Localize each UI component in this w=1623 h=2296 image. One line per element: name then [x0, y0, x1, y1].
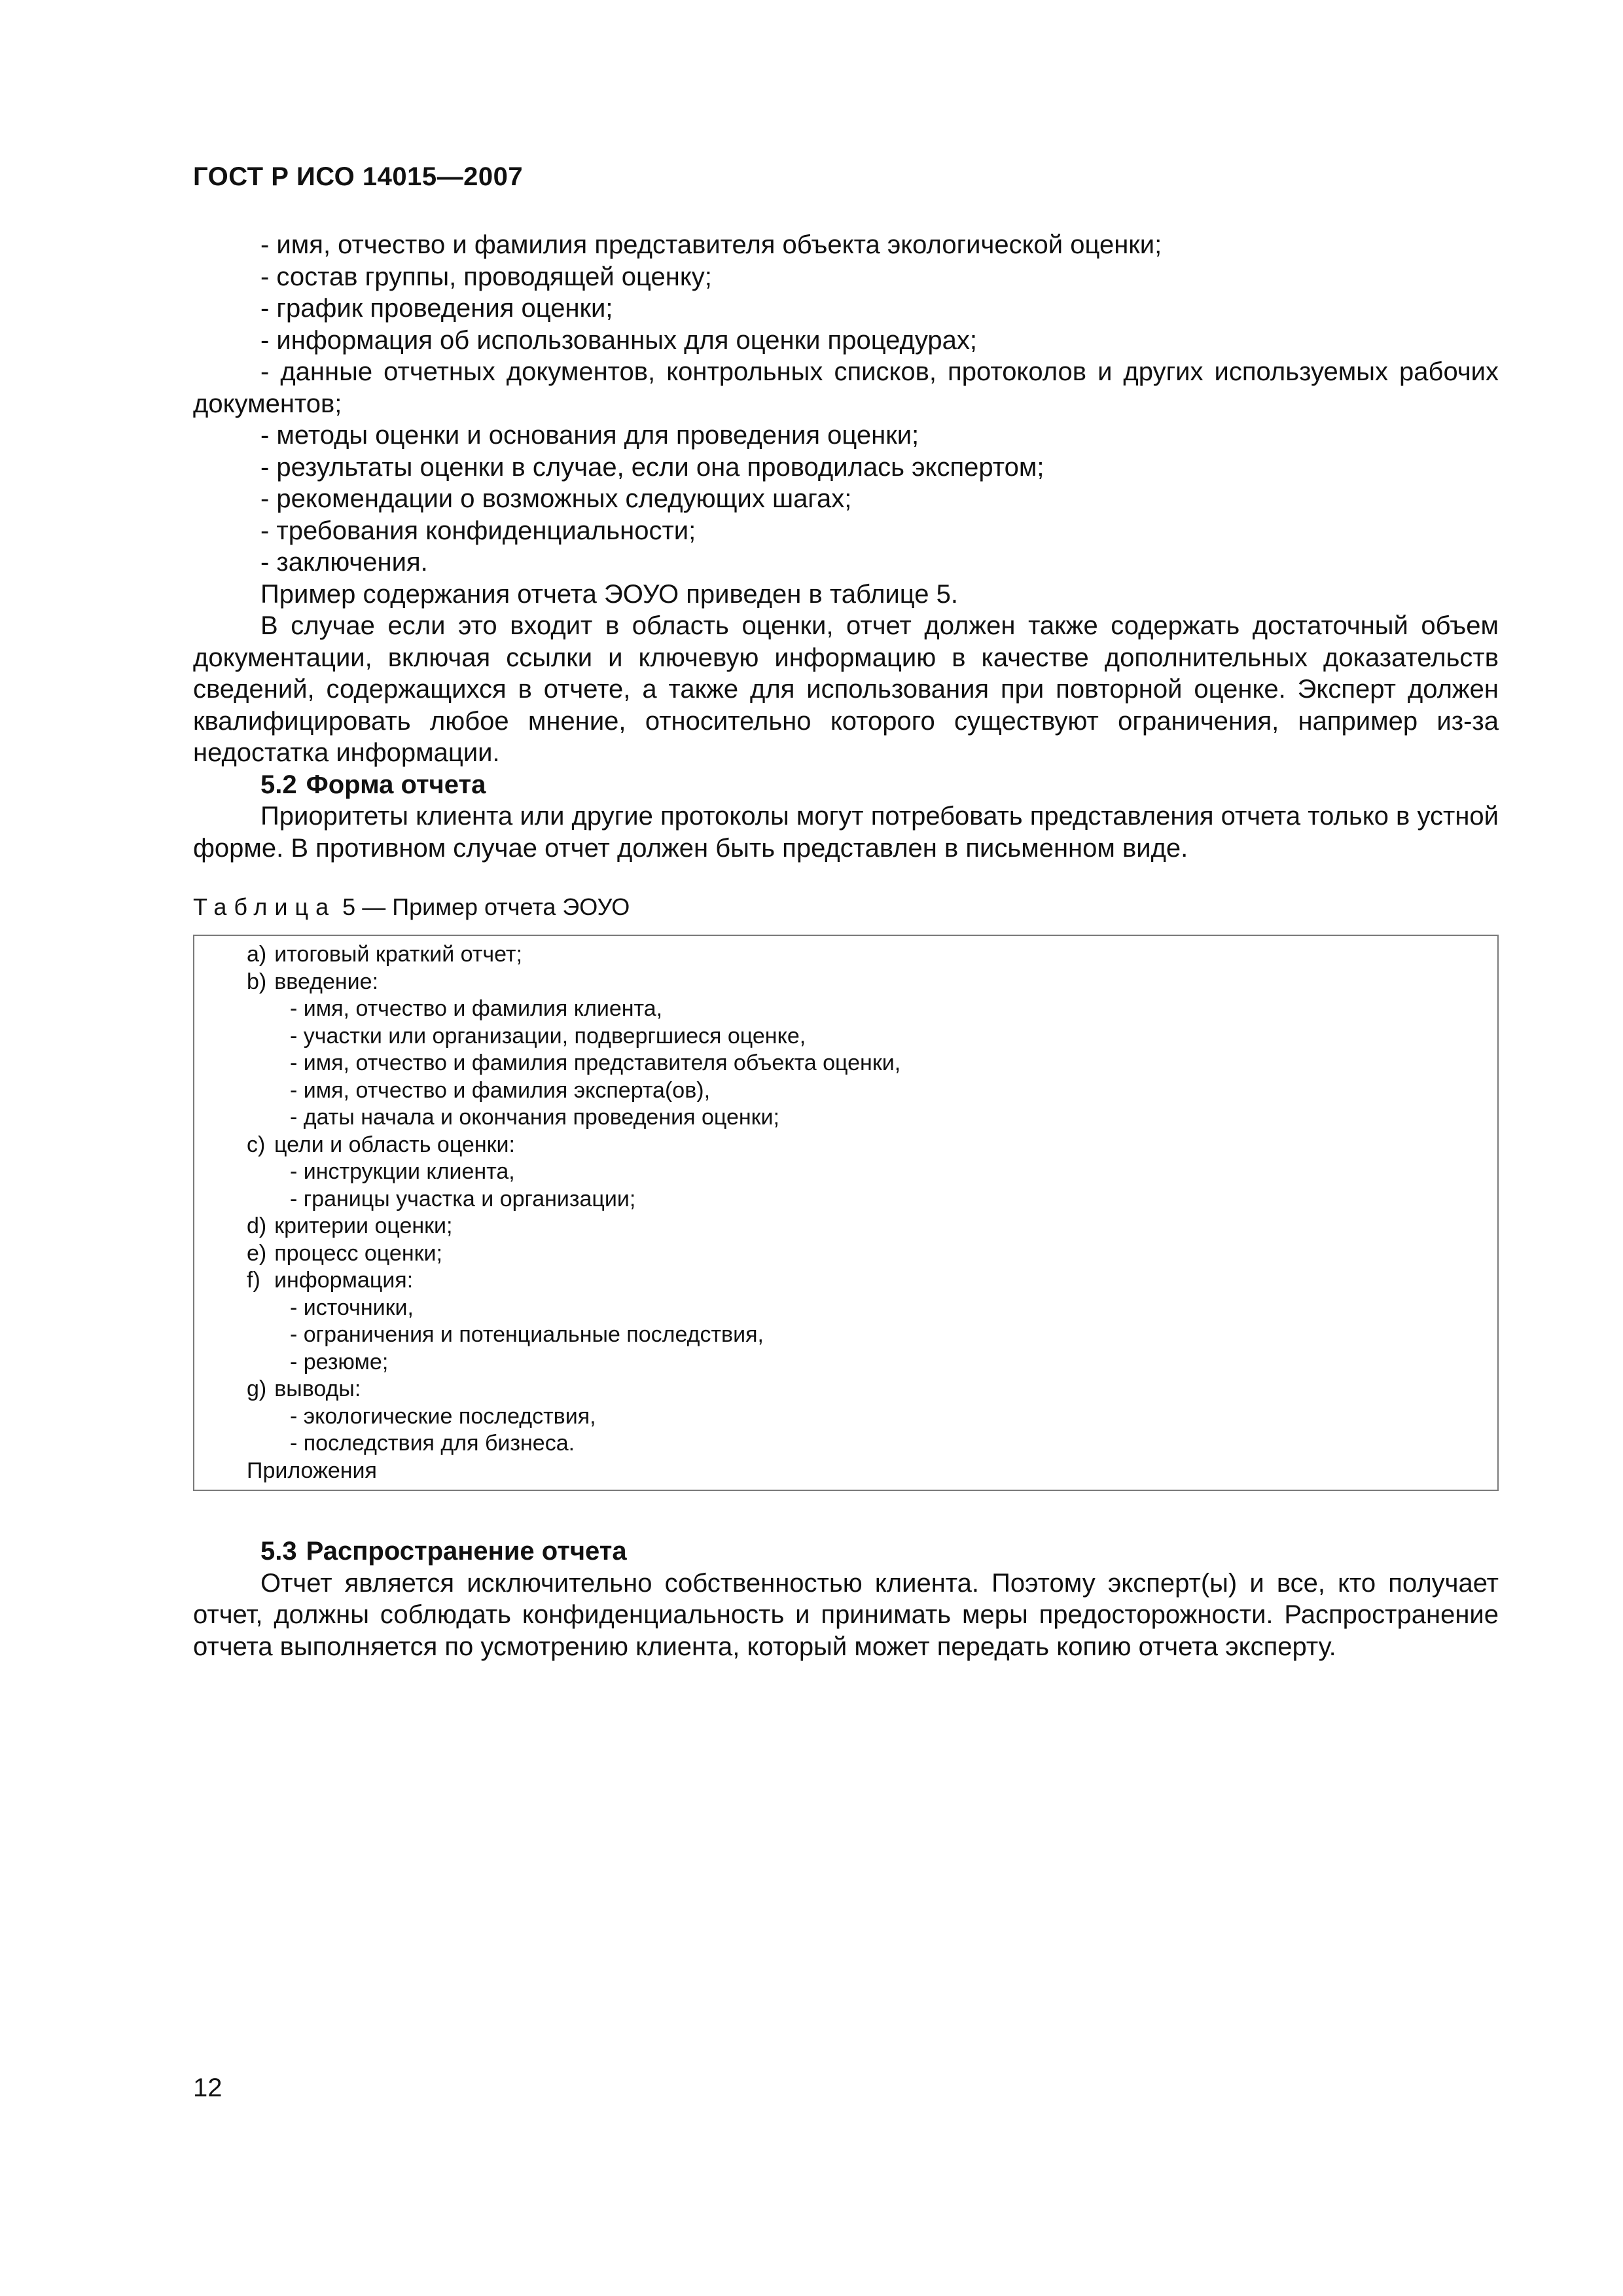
row-label: d)	[247, 1213, 267, 1238]
row-text: - источники,	[290, 1295, 414, 1320]
row-text: - имя, отчество и фамилия представителя объекта оценки,	[290, 1050, 901, 1075]
table-caption	[193, 893, 1499, 922]
scope-paragraph: В случае если это входит в область оценки, отчет должен также содержать достаточный объем документации, включая ссылки и ключевую информацию в качестве дополнительных доказательств сведений, содержащихся в отчете, а также для использования при повторной оценке. Эксперт должен квалифицировать любое мнение, относительно которого существуют ограничения, например из-за недостатка информации.	[193, 611, 1499, 767]
table-row	[247, 1158, 1497, 1186]
table-row	[247, 1132, 1497, 1159]
document-header: ГОСТ Р ИСО 14015—2007	[193, 162, 524, 191]
row-text: процесс оценки;	[274, 1240, 442, 1266]
section-title: Форма отчета	[306, 770, 486, 799]
table-caption-title: — Пример отчета ЭОУО	[362, 893, 630, 920]
row-label: g)	[247, 1376, 267, 1401]
row-text: - экологические последствия,	[290, 1403, 596, 1429]
list-item: - имя, отчество и фамилия представителя объекта экологической оценки;	[260, 230, 1162, 259]
table-caption-label: Таблица	[193, 893, 336, 920]
row-label: b)	[247, 969, 267, 994]
list-item: - методы оценки и основания для проведения оценки;	[260, 421, 919, 450]
table-caption-number: 5	[342, 893, 356, 920]
row-label: f)	[247, 1268, 260, 1293]
table-row	[247, 1295, 1497, 1322]
list-item: - рекомендации о возможных следующих шагах;	[260, 484, 852, 513]
example-sentence: Пример содержания отчета ЭОУО приведен в таблице 5.	[260, 579, 958, 609]
table-row	[247, 1403, 1497, 1431]
row-text: итоговый краткий отчет;	[274, 942, 522, 967]
row-text: - границы участка и организации;	[290, 1186, 636, 1211]
list-item: - требования конфиденциальности;	[260, 516, 696, 545]
table-row	[247, 969, 1497, 996]
table-row	[247, 1186, 1497, 1213]
row-text: - инструкции клиента,	[290, 1159, 515, 1184]
row-text: введение:	[274, 969, 379, 994]
row-text: - резюме;	[290, 1349, 389, 1374]
table-row	[247, 1376, 1497, 1403]
row-text: - участки или организации, подвергшиеся оценке,	[290, 1023, 806, 1049]
table-row-appendix: Приложения	[247, 1458, 377, 1483]
row-text: - даты начала и окончания проведения оценки;	[290, 1105, 779, 1130]
list-item: - график проведения оценки;	[260, 294, 613, 323]
spacer	[193, 1491, 1499, 1535]
table-row	[247, 1050, 1497, 1077]
section-5-3-text: Отчет является исключительно собственностью клиента. Поэтому эксперт(ы) и все, кто получает отчет, должны соблюдать конфиденциальность и принимать меры предосторожности. Распространение отчета выполняется по усмотрению клиента, который может передать копию отчета эксперту.	[193, 1568, 1499, 1661]
row-label: a)	[247, 942, 267, 967]
section-number: 5.3	[260, 1537, 297, 1566]
document-body	[193, 229, 1499, 1662]
row-text: - ограничения и потенциальные последствия,	[290, 1322, 764, 1347]
report-contents-table	[193, 935, 1499, 1491]
row-text: - имя, отчество и фамилия клиента,	[290, 996, 663, 1021]
table-row	[247, 1267, 1497, 1295]
table-row	[247, 941, 1497, 969]
section-5-2-text: Приоритеты клиента или другие протоколы могут потребовать представления отчета только в устной форме. В противном случае отчет должен быть представлен в письменном виде.	[193, 802, 1499, 863]
row-text: информация:	[274, 1268, 414, 1293]
row-label: c)	[247, 1132, 266, 1157]
table-row	[247, 1213, 1497, 1240]
table-row	[247, 996, 1497, 1023]
row-label: e)	[247, 1240, 267, 1266]
list-item: - заключения.	[260, 548, 428, 577]
list-item: - состав группы, проводящей оценку;	[260, 262, 712, 291]
table-row	[247, 1077, 1497, 1105]
row-text: - имя, отчество и фамилия эксперта(ов),	[290, 1077, 711, 1103]
table-row	[247, 1023, 1497, 1050]
section-5-2-heading	[193, 769, 1499, 801]
section-number: 5.2	[260, 770, 297, 799]
row-text: выводы:	[274, 1376, 361, 1401]
table-row	[247, 1321, 1497, 1349]
row-text: критерии оценки;	[274, 1213, 453, 1238]
table-row	[247, 1240, 1497, 1268]
list-item: - информация об использованных для оценки процедурах;	[260, 325, 978, 355]
section-5-3-heading	[193, 1535, 1499, 1568]
section-title: Распространение отчета	[306, 1537, 627, 1566]
row-text: - последствия для бизнеса.	[290, 1431, 575, 1456]
list-item: - результаты оценки в случае, если она проводилась экспертом;	[260, 452, 1044, 482]
list-item: - данные отчетных документов, контрольных списков, протоколов и других используемых рабочих документов;	[193, 357, 1499, 418]
table-row	[247, 1104, 1497, 1132]
page-number: 12	[193, 2073, 223, 2102]
table-row	[247, 1430, 1497, 1458]
table-row	[247, 1349, 1497, 1376]
row-text: цели и область оценки:	[274, 1132, 515, 1157]
